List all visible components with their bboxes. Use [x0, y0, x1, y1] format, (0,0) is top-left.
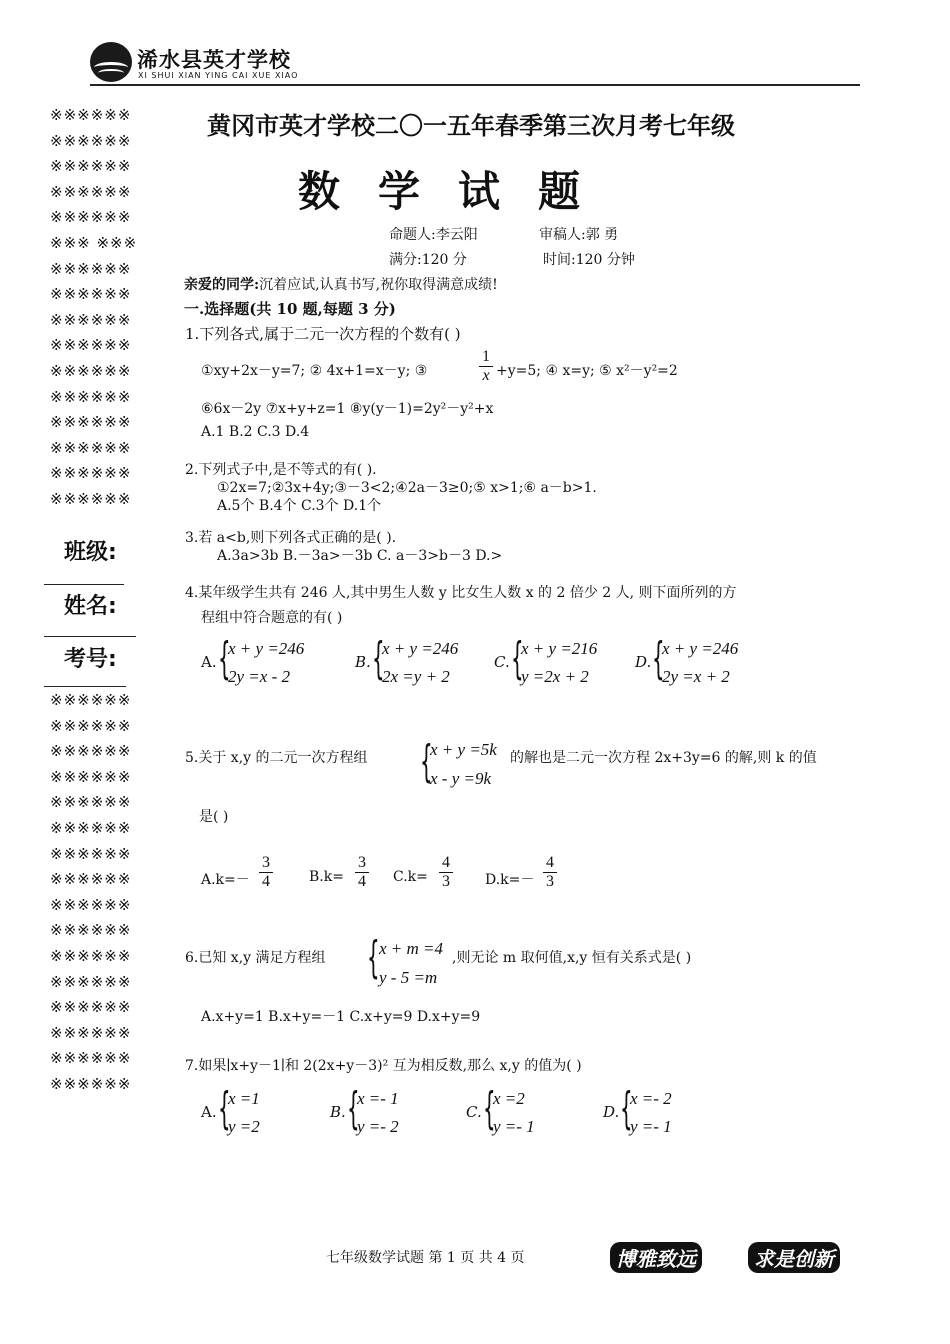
star-row: ※※※※※※	[50, 285, 132, 304]
star-row: ※※※※※※	[50, 361, 132, 380]
star-row: ※※※※※※	[50, 182, 132, 201]
name-label: 姓名:	[64, 594, 117, 619]
brace: {	[347, 1083, 360, 1134]
q6-eq2: y - 5 =m	[379, 968, 438, 987]
option-equation: 2x =y + 2	[382, 667, 450, 686]
full-score: 满分:120 分	[389, 252, 467, 268]
q5-option-fraction	[259, 854, 273, 891]
option-label: C.	[494, 653, 510, 671]
school-name-en: XI SHUI XIAN YING CAI XUE XIAO	[138, 71, 299, 80]
star-row: ※※※※※※	[50, 691, 132, 709]
q1-row1a: ①xy+2x－y=7; ② 4x+1=x－y; ③	[201, 363, 428, 379]
q1-options: A.1 B.2 C.3 D.4	[201, 424, 310, 440]
star-row: ※※※※※※	[50, 972, 132, 991]
option-label: A.	[201, 653, 217, 671]
numerator: 4	[546, 854, 554, 871]
option-equation: x =- 1	[357, 1089, 399, 1108]
greeting	[184, 274, 498, 294]
q7-stem: 7.如果∣x+y－1∣和 2(2x+y－3)² 互为相反数,那么 x,y 的值为( )	[185, 1058, 582, 1074]
id-underline	[44, 686, 126, 687]
star-row: ※※※※※※	[50, 387, 132, 406]
option-label: B.	[355, 653, 371, 671]
exam-title: 黄冈市英才学校二〇一五年春季第三次月考七年级	[207, 111, 735, 140]
star-row: ※※※※※※	[50, 895, 132, 914]
reviewer: 审稿人:郭 勇	[539, 227, 619, 243]
section-heading: 一.选择题(共 10 题,每题 3 分)	[184, 300, 396, 318]
option-label: B.	[330, 1103, 346, 1121]
school-logo	[90, 42, 132, 82]
side-stars-top	[50, 103, 137, 513]
q3-options: A.3a>3b B.－3a>－3b C. a－3>b－3 D.>	[217, 548, 503, 564]
q2-options: A.5个 B.4个 C.3个 D.1个	[217, 498, 382, 514]
star-row: ※※※※※※	[50, 413, 132, 432]
star-row: ※※※※※※	[50, 106, 132, 124]
q2-stem: 2.下列式子中,是不等式的有( ).	[185, 462, 377, 478]
numerator: 3	[262, 854, 270, 871]
q2-items: ①2x=7;②3x+4y;③－3<2;④2a－3≥0;⑤ x>1;⑥ a－b>1.	[217, 480, 597, 496]
star-row: ※※※※※※	[50, 157, 132, 176]
class-label: 班级:	[64, 540, 117, 565]
star-row: ※※※※※※	[50, 870, 132, 889]
q3-stem: 3.若 a<b,则下列各式正确的是( ).	[185, 530, 397, 546]
q4-stem-line1: 4.某年级学生共有 246 人,其中男生人数 y 比女生人数 x 的 2 倍少 2 人, 则下面所列的方	[185, 585, 737, 601]
star-row: ※※※ ※※※	[50, 233, 138, 252]
star-row: ※※※※※※	[50, 438, 132, 457]
star-row: ※※※※※※	[50, 259, 132, 278]
greeting-text: 沉着应试,认真书写,祝你取得满意成绩!	[259, 277, 498, 293]
motto-1: 博雅致远	[610, 1242, 702, 1273]
star-row: ※※※※※※	[50, 489, 132, 508]
school-name-cn: 浠水县英才学校	[137, 47, 291, 72]
option-label: D.	[603, 1103, 620, 1121]
id-label: 考号:	[64, 647, 117, 672]
star-row: ※※※※※※	[50, 998, 132, 1017]
star-row: ※※※※※※	[50, 310, 132, 329]
star-row: ※※※※※※	[50, 464, 132, 483]
q1-frac-den: x	[479, 366, 493, 385]
option-equation: y =2	[228, 1117, 260, 1136]
q6-stem-a: 6.已知 x,y 满足方程组	[185, 950, 326, 966]
star-row: ※※※※※※	[50, 921, 132, 940]
q6-stem-b: ,则无论 m 取何值,x,y 恒有关系式是( )	[452, 950, 692, 966]
q5-option-prefix: A.k=－	[201, 872, 250, 888]
q5-eq2: x - y =9k	[430, 769, 492, 788]
option-label: A.	[201, 1103, 217, 1121]
q5-option-prefix: C.k=	[393, 869, 428, 885]
option-equation: y =- 1	[630, 1117, 672, 1136]
option-equation: x + y =216	[521, 639, 598, 658]
star-row: ※※※※※※	[50, 1049, 132, 1068]
option-equation: x + y =246	[662, 639, 739, 658]
q1-row2: ⑥6x－2y ⑦x+y+z=1 ⑧y(y－1)=2y²－y²+x	[201, 401, 494, 417]
option-equation: y =2x + 2	[521, 667, 589, 686]
option-equation: y =- 2	[357, 1117, 399, 1136]
star-row: ※※※※※※	[50, 818, 132, 837]
q6-options: A.x+y=1 B.x+y=－1 C.x+y=9 D.x+y=9	[201, 1009, 481, 1025]
star-row: ※※※※※※	[50, 336, 132, 355]
q5-option-fraction	[439, 854, 453, 891]
class-underline	[44, 584, 124, 585]
q1-frac-num: 1	[482, 348, 490, 365]
q6-eq1: x + m =4	[379, 939, 444, 958]
option-equation: y =- 1	[493, 1117, 535, 1136]
brace: {	[620, 1083, 633, 1134]
brace: {	[511, 633, 524, 684]
numerator: 3	[358, 854, 366, 871]
option-equation: 2y =x - 2	[228, 667, 290, 686]
option-equation: 2y =x + 2	[662, 667, 730, 686]
q5-stem-c: 是( )	[199, 809, 229, 825]
star-row: ※※※※※※	[50, 1023, 132, 1042]
time-limit: 时间:120 分钟	[543, 252, 635, 268]
option-label: C.	[466, 1103, 482, 1121]
q1-fraction	[479, 348, 493, 385]
numerator: 4	[442, 854, 450, 871]
option-equation: x + y =246	[228, 639, 305, 658]
q4-stem-line2: 程组中符合题意的有( )	[201, 610, 343, 626]
side-stars-bottom	[50, 688, 131, 1098]
q5-option-fraction	[543, 854, 557, 891]
q5-eq1: x + y =5k	[430, 740, 497, 759]
brace: {	[372, 633, 385, 684]
q1-row1b: +y=5; ④ x=y; ⑤ x²－y²=2	[496, 363, 678, 379]
star-row: ※※※※※※	[50, 844, 132, 863]
option-equation: x =- 2	[630, 1089, 672, 1108]
q5-option-prefix: D.k=－	[485, 872, 535, 888]
brace: {	[652, 633, 665, 684]
denominator: 3	[439, 872, 453, 891]
motto-2: 求是创新	[748, 1242, 840, 1273]
option-equation: x =1	[228, 1089, 260, 1108]
brace: {	[218, 1083, 231, 1134]
star-row: ※※※※※※	[50, 716, 132, 735]
denominator: 3	[543, 872, 557, 891]
option-equation: x =2	[493, 1089, 525, 1108]
greeting-bold: 亲爱的同学:	[184, 277, 260, 293]
q5-stem-a: 5.关于 x,y 的二元一次方程组	[185, 750, 368, 766]
q5-option-prefix: B.k=	[309, 869, 344, 885]
q6-brace: {	[367, 932, 380, 983]
denominator: 4	[259, 872, 273, 891]
page-footer: 七年级数学试题 第 1 页 共 4 页	[326, 1250, 525, 1266]
q5-stem-b: 的解也是二元一次方程 2x+3y=6 的解,则 k 的值	[510, 750, 817, 766]
q5-option-fraction	[355, 854, 369, 891]
option-label: D.	[635, 653, 652, 671]
brace: {	[218, 633, 231, 684]
star-row: ※※※※※※	[50, 767, 132, 786]
author: 命题人:李云阳	[389, 227, 478, 243]
header-rule	[90, 84, 860, 86]
name-underline	[44, 636, 136, 637]
star-row: ※※※※※※	[50, 946, 132, 965]
star-row: ※※※※※※	[50, 208, 132, 227]
option-equation: x + y =246	[382, 639, 459, 658]
denominator: 4	[355, 872, 369, 891]
brace: {	[483, 1083, 496, 1134]
subject-title: 数学试题	[298, 167, 619, 216]
star-row: ※※※※※※	[50, 131, 132, 150]
star-row: ※※※※※※	[50, 742, 132, 761]
star-row: ※※※※※※	[50, 1074, 132, 1093]
q5-brace: {	[420, 736, 433, 787]
q1-stem: 1.下列各式,属于二元一次方程的个数有( )	[185, 325, 461, 343]
star-row: ※※※※※※	[50, 793, 132, 812]
